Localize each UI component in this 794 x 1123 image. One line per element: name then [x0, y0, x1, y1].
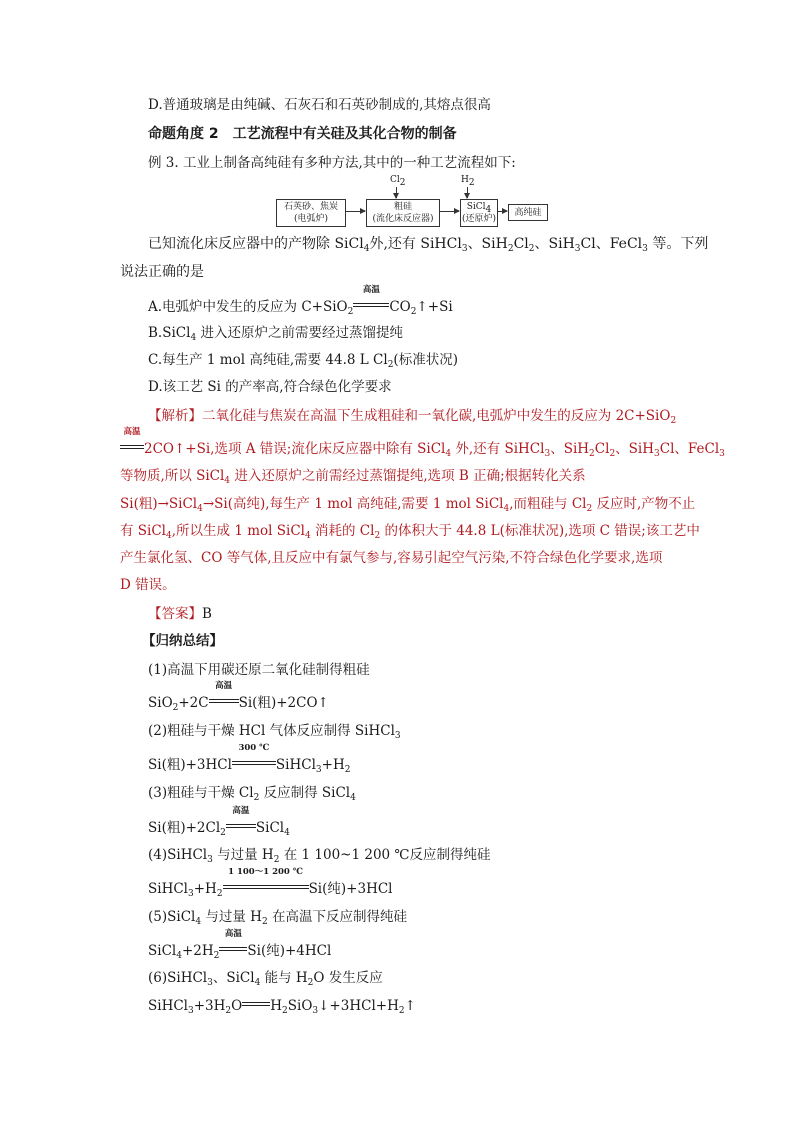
- example-intro: 例 3. 工业上制备高纯硅有多种方法,其中的一种工艺流程如下:: [148, 155, 516, 171]
- answer-line: [148, 604, 212, 624]
- option-b-text: 进入还原炉之前需要经过蒸馏提纯: [200, 325, 403, 341]
- summary-title: 【归纳总结】: [142, 633, 223, 649]
- flow-box-reduction-furnace-l1: SiCl$_4$: [466, 202, 492, 215]
- eq2-condition-label: 300 ℃: [238, 743, 270, 753]
- flow-box-fluidized-bed-l1: 粗硅: [393, 202, 412, 212]
- flow-box-reduction-furnace-l2: (还原炉): [461, 214, 497, 224]
- eq6-equals: [242, 996, 270, 1016]
- analysis-line-4: Si(粗)→SiCl$_4$→Si(高纯),每生产 1 mol 高纯硅,需要 1 mol SiCl$_4$,而粗硅与 $Cl_2$ 反应时,产物不止: [120, 496, 696, 514]
- analysis-line-1: 【解析】二氧化硅与焦炭在高温下生成粗硅和一氧化碳,电弧炉中发生的反应为 2C+SiO$_2$: [148, 408, 677, 426]
- analysis-l4: Si(粗)→SiCl: [120, 496, 198, 512]
- summary-s2: (2)粗硅与干燥 HCl 气体反应制得 SiHCl$_3$: [148, 723, 401, 741]
- flow-input-h2-text: H: [461, 175, 469, 185]
- summary-eq3: Si(粗)$+2Cl_2$ 高温 SiCl$_4$: [148, 806, 290, 838]
- option-d: D.该工艺 Si 的产率高,符合绿色化学要求: [148, 379, 392, 395]
- summary-eq2: Si(粗)+3HCl 300 ℃ $SiHCl_3+H_2$: [148, 743, 351, 775]
- analysis-l2: 2CO↑+Si,选项 A 错误;流化床反应器中除有 SiCl: [144, 441, 446, 457]
- analysis-line-5: 有 SiCl$_4$,所以生成 1 mol SiCl$_4$ 消耗的 $Cl_2$ 的体积大于 44.8 L(标准状况),选项 C 错误;该工艺中: [120, 523, 700, 541]
- eq2-condition: [232, 743, 276, 775]
- prev-option-d: D.普通玻璃是由纯碱、石灰石和石英砂制成的,其熔点很高: [148, 97, 491, 113]
- eq1-condition: [209, 681, 239, 713]
- answer-value: B: [202, 606, 212, 622]
- option-c: C.每生产 1 mol 高纯硅,需要 44.8 L $Cl_2$(标准状况): [148, 352, 458, 370]
- summary-eq6: $SiHCl_3+3H_2O$ $H_2SiO_3↓+3HCl+H_2↑$: [148, 998, 416, 1016]
- option-a-text: A.电弧炉中发生的反应为 C+SiO: [148, 299, 348, 315]
- flow-box-reduction-furnace: [460, 199, 498, 227]
- summary-s6-text: (6)SiHCl: [148, 970, 208, 986]
- analysis-line-6: 产生氯化氢、CO 等气体,且反应中有氯气参与,容易引起空气污染,不符合绿色化学要求,选项: [120, 550, 663, 566]
- analysis-line-3: 等物质,所以 SiCl$_4$ 进入还原炉之前需经过蒸馏提纯,选项 B 正确;根据转化关系: [120, 468, 586, 486]
- analysis-line-2: 高温 2CO↑+Si,选项 A 错误;流化床反应器中除有 SiCl$_4$ 外,还有 SiHCl$_3$、$SiH_2Cl_2$、SiH$_3$Cl、FeCl$_3$: [120, 439, 725, 459]
- summary-s3-text: (3)粗硅与干燥 Cl: [148, 785, 254, 801]
- eq3-condition-label: 高温: [232, 806, 250, 816]
- condition-high-temp: [353, 285, 389, 317]
- option-a-product: CO: [389, 299, 411, 315]
- flow-arrow-3: [497, 211, 507, 212]
- eq4-condition: [223, 867, 309, 899]
- flow-arrow-2: [439, 211, 459, 212]
- section-heading: 命题角度 2 工艺流程中有关硅及其化合物的制备: [148, 126, 457, 142]
- eq4-condition-label: 1 100～1 200 ℃: [228, 867, 303, 877]
- analysis-l1: 二氧化硅与焦炭在高温下生成粗硅和一氧化碳,电弧炉中发生的反应为 2C+SiO: [202, 408, 671, 424]
- eq5-condition-label: 高温: [224, 929, 242, 939]
- summary-s3: (3)粗硅与干燥 $Cl_2$ 反应制得 SiCl$_4$: [148, 785, 356, 803]
- analysis-l3: 等物质,所以 SiCl: [120, 468, 225, 484]
- summary-eq4: $SiHCl_3+H_2$ 1 100～1 200 ℃ Si(纯)+3HCl: [148, 867, 393, 899]
- summary-s4: (4)SiHCl$_3$ 与过量 $H_2$ 在 1 100~1 200 ℃反应制得纯硅: [148, 847, 491, 865]
- flow-arrow-cl2: [396, 187, 397, 198]
- flow-input-h2: $H_2$: [461, 175, 475, 188]
- condition-label: 高温: [362, 285, 380, 295]
- flow-arrow-1: [345, 211, 365, 212]
- analysis-tag: 【解析】: [148, 408, 202, 424]
- flow-box-high-purity-si: [508, 204, 548, 221]
- flow-box-arc-furnace-l1: 石英砂、焦炭: [283, 202, 338, 212]
- summary-eq1: SiO$_2$+2C 高温 Si(粗)+2CO↑: [148, 681, 329, 713]
- flow-box-arc-furnace: [276, 199, 346, 227]
- analysis-line-7: D 错误。: [120, 577, 176, 593]
- flow-arrow-h2: [467, 187, 468, 198]
- flow-input-cl2-text: Cl: [390, 175, 400, 185]
- products-line-2: 说法正确的是: [120, 264, 204, 280]
- flow-box-arc-furnace-l2: (电弧炉): [293, 214, 329, 224]
- summary-s5-text: (5)SiCl: [148, 909, 196, 925]
- products-text-2: 外,还有 SiHCl: [369, 236, 462, 252]
- option-a: A.电弧炉中发生的反应为 C+SiO$_2$ 高温 $CO_2↑+Si$: [148, 285, 453, 317]
- summary-eq5: $SiCl_4+2H_2$ 高温 Si(纯)+4HCl: [148, 929, 332, 961]
- answer-tag: 【答案】: [148, 606, 202, 622]
- products-line-1: 已知流化床反应器中的产物除 SiCl$_4$外,还有 SiHCl$_3$、$SiH_2Cl_2$、SiH$_3$Cl、FeCl$_3$ 等。下列: [148, 236, 709, 254]
- flow-box-high-purity-si-label: 高纯硅: [514, 207, 542, 218]
- analysis-l5: 有 SiCl: [120, 523, 167, 539]
- analysis-condition: [120, 427, 144, 459]
- option-c-text: C.每生产 1 mol 高纯硅,需要 44.8 L Cl: [148, 352, 388, 368]
- summary-s5: (5)SiCl$_4$ 与过量 $H_2$ 在高温下反应制得纯硅: [148, 909, 407, 927]
- flow-input-cl2: $Cl_2$: [390, 175, 406, 188]
- option-c-post: (标准状况): [393, 352, 458, 368]
- eq1-condition-label: 高温: [215, 681, 233, 691]
- flow-box-fluidized-bed: [366, 199, 440, 227]
- eq5-condition: [219, 929, 247, 961]
- eq3-condition: [226, 806, 256, 838]
- summary-s2-text: (2)粗硅与干燥 HCl 气体反应制得 SiHCl: [148, 723, 395, 739]
- summary-s1: (1)高温下用碳还原二氧化硅制得粗硅: [148, 662, 370, 678]
- summary-s6: (6)SiHCl$_3$、SiCl$_4$ 能与 $H_2O$ 发生反应: [148, 970, 383, 988]
- analysis-condition-label: 高温: [123, 427, 141, 437]
- products-text-1: 已知流化床反应器中的产物除 SiCl: [148, 236, 364, 252]
- option-b: B.SiCl$_4$ 进入还原炉之前需要经过蒸馏提纯: [148, 325, 403, 343]
- flow-box-fluidized-bed-l2: (流化床反应器): [372, 214, 434, 224]
